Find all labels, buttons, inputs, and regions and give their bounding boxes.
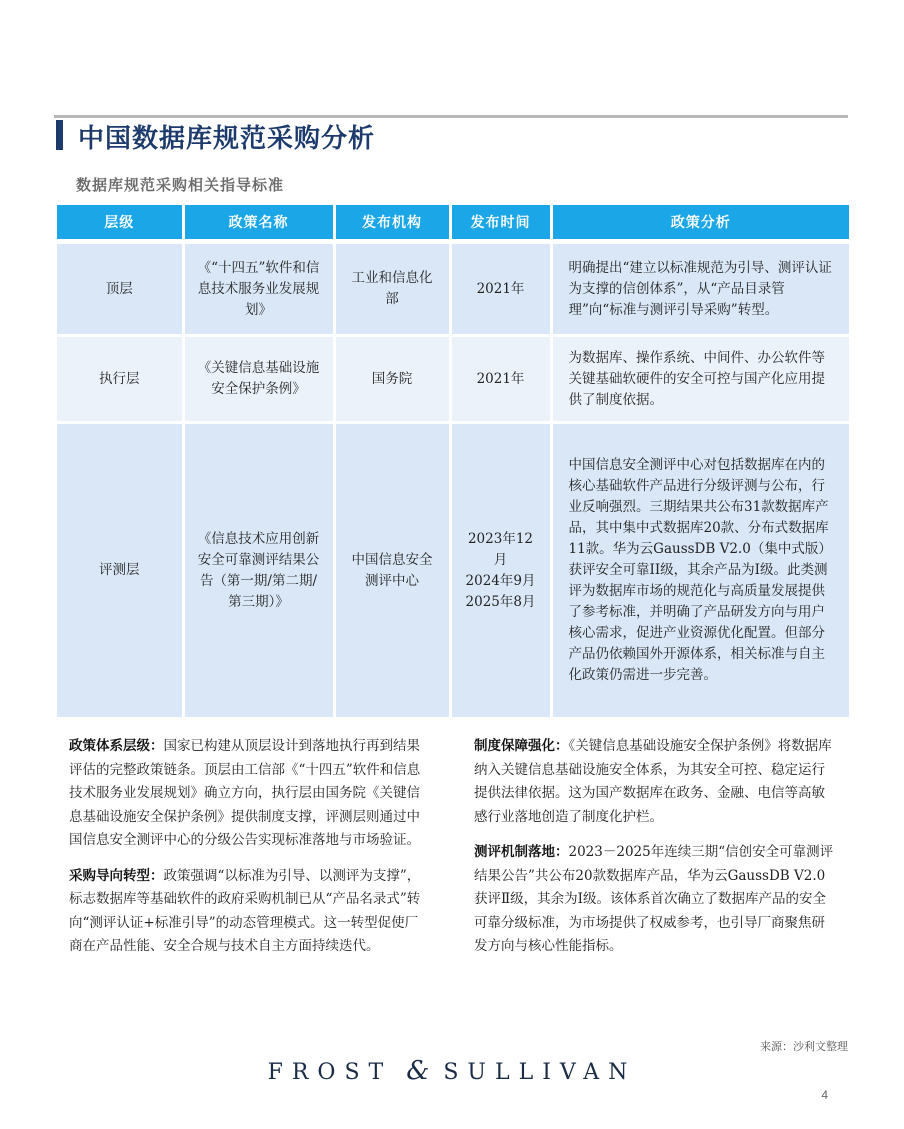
logo-frost: FROST: [267, 1060, 393, 1085]
frost-sullivan-logo: [0, 1056, 904, 1086]
cell-level: 执行层: [57, 336, 183, 423]
section-body: 2023－2025年连续三期“信创安全可靠测评结果公告”共公布20款数据库产品，华为云GaussDB V2.0获评Ⅱ级，其余为Ⅰ级。该体系首次确立了数据库产品的安全可靠分级标准，为市场提供了权威参考，也引导厂商聚焦研发方向与核心性能指标。: [474, 844, 834, 954]
cell-issuer: 中国信息安全测评中心: [334, 423, 450, 719]
section-heading: 测评机制落地：: [474, 844, 569, 860]
section-body: 政策强调“以标准为引导、以测评为支撑”，标志数据库等基础软件的政府采购机制已从“产品名录式”转向“测评认证+标准引导”的动态管理模式。这一转型促使厂商在产品性能、安全合规与技术自主方面持续迭代。: [69, 867, 421, 954]
source-note: 来源：沙利文整理: [760, 1040, 848, 1053]
cell-date: [450, 423, 551, 719]
section-evaluation-mechanism: [474, 841, 838, 959]
cell-policy: 《信息技术应用创新安全可靠测评结果公告（第一期/第二期/第三期）》: [183, 423, 334, 719]
section-policy-system: [69, 735, 431, 853]
right-column: [474, 735, 838, 971]
logo-ampersand: &: [406, 1056, 430, 1086]
section-heading: 采购导向转型：: [69, 867, 164, 884]
table-header-row: [57, 205, 849, 242]
policy-table: [57, 205, 849, 720]
cell-policy: 《关键信息基础设施安全保护条例》: [183, 336, 334, 423]
section-heading: 政策体系层级：: [69, 738, 164, 754]
cell-level: 顶层: [57, 242, 183, 336]
header-issuer: 发布机构: [334, 205, 450, 242]
cell-level: 评测层: [57, 423, 183, 719]
section-body: 《关键信息基础设施安全保护条例》将数据库纳入关键信息基础设施安全体系，为其安全可控、稳定运行提供法律依据。这为国产数据库在政务、金融、电信等高敏感行业落地创造了制度化护栏。: [474, 738, 832, 825]
header-date: 发布时间: [450, 205, 551, 242]
header-policy-name: 政策名称: [183, 205, 334, 242]
cell-date: 2021年: [450, 336, 551, 423]
logo-sullivan: SULLIVAN: [443, 1060, 637, 1085]
section-institutional-guarantee: [474, 735, 838, 829]
table-row: [57, 423, 849, 719]
cell-issuer: 国务院: [334, 336, 450, 423]
table-subtitle: 数据库规范采购相关指导标准: [76, 176, 285, 194]
header-analysis: 政策分析: [551, 205, 849, 242]
cell-policy: 《“十四五”软件和信息技术服务业发展规划》: [183, 242, 334, 336]
table-row: [57, 336, 849, 423]
page-number: 4: [821, 1088, 828, 1102]
page-title: 中国数据库规范采购分析: [78, 124, 376, 154]
cell-issuer: 工业和信息化部: [334, 242, 450, 336]
date-line: 2024年9月: [465, 572, 536, 589]
section-procurement-shift: [69, 865, 431, 959]
section-heading: 制度保障强化：: [474, 738, 569, 754]
cell-analysis: 中国信息安全测评中心对包括数据库在内的核心基础软件产品进行分级评测与公布，行业反响强烈。三期结果共公布31款数据库产品，其中集中式数据库20款、分布式数据库11款。华为云GaussDB V2.0（集中式版）获评安全可靠II级，其余产品为I级。此类测评为数据库市场的规范化与高质量发展提供了参考标准，并明确了产品研发方向与用户核心需求，促进产业资源优化配置。但部分产品仍依赖国外开源体系，相关标准与自主化政策仍需进一步完善。: [551, 423, 849, 719]
left-column: [69, 735, 431, 971]
date-line: 2025年8月: [465, 593, 536, 610]
cell-analysis: 明确提出“建立以标准规范为引导、测评认证为支撑的信创体系”，从“产品目录管理”向“标准与测评引导采购”转型。: [551, 242, 849, 336]
section-body: 国家已构建从顶层设计到落地执行再到结果评估的完整政策链条。顶层由工信部《“十四五”软件和信息技术服务业发展规划》确立方向，执行层由国务院《关键信息基础设施安全保护条例》提供制度支撑，评测层则通过中国信息安全测评中心的分级公告实现标准落地与市场验证。: [69, 738, 421, 848]
date-line: 2023年12月: [467, 530, 534, 568]
cell-date: 2021年: [450, 242, 551, 336]
title-accent-bar: [56, 120, 63, 150]
table-row: [57, 242, 849, 336]
header-level: 层级: [57, 205, 183, 242]
cell-analysis: 为数据库、操作系统、中间件、办公软件等关键基础软硬件的安全可控与国产化应用提供了制度依据。: [551, 336, 849, 423]
